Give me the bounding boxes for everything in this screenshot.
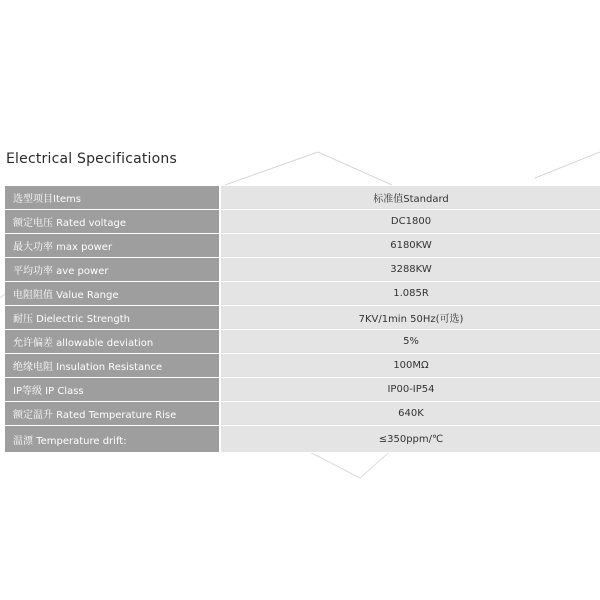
table-row xyxy=(5,282,600,306)
row-label: 允许偏差 allowable deviation xyxy=(5,330,220,354)
table-row xyxy=(5,258,600,282)
table-row xyxy=(5,426,600,453)
table-row xyxy=(5,234,600,258)
row-label: 最大功率 max power xyxy=(5,234,220,258)
page-title: Electrical Specifications xyxy=(6,151,177,167)
table-row xyxy=(5,210,600,234)
row-label: 额定电压 Rated voltage xyxy=(5,210,220,234)
table-row xyxy=(5,402,600,426)
row-label: 耐压 Dielectric Strength xyxy=(5,306,220,330)
row-label: 额定温升 Rated Temperature Rise xyxy=(5,402,220,426)
row-value: 7KV/1min 50Hz(可选) xyxy=(220,306,600,330)
table-row xyxy=(5,306,600,330)
row-value: 6180KW xyxy=(220,234,600,258)
row-label: 绝缘电阻 Insulation Resistance xyxy=(5,354,220,378)
row-value: ≤350ppm/℃ xyxy=(220,426,600,453)
table-row xyxy=(5,354,600,378)
row-value: 3288KW xyxy=(220,258,600,282)
row-label: 选型项目Items xyxy=(5,186,220,210)
row-value: 5% xyxy=(220,330,600,354)
row-label: 平均功率 ave power xyxy=(5,258,220,282)
spec-table xyxy=(5,186,600,453)
row-value: IP00-IP54 xyxy=(220,378,600,402)
row-value: 100MΩ xyxy=(220,354,600,378)
row-value: DC1800 xyxy=(220,210,600,234)
row-label: 电阻阻值 Value Range xyxy=(5,282,220,306)
row-label: 温漂 Temperature drift: xyxy=(5,426,220,453)
table-row xyxy=(5,378,600,402)
row-value: 标准值Standard xyxy=(220,186,600,210)
row-label: IP等级 IP Class xyxy=(5,378,220,402)
row-value: 1.085R xyxy=(220,282,600,306)
row-value: 640K xyxy=(220,402,600,426)
table-row-header xyxy=(5,186,600,210)
table-row xyxy=(5,330,600,354)
